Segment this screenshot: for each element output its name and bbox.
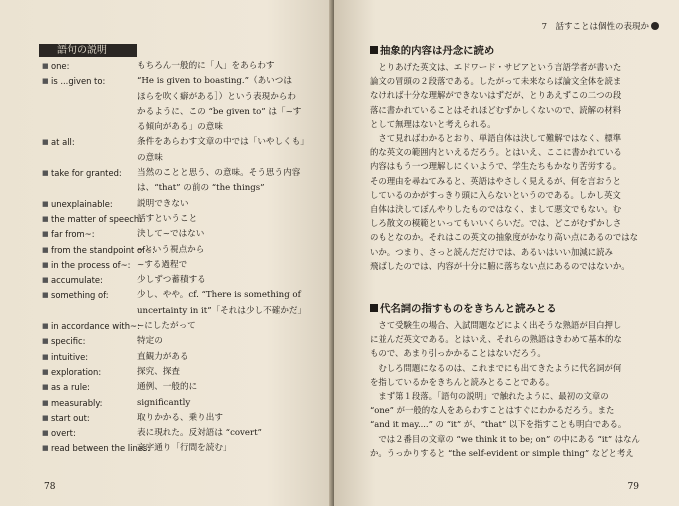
right-page (334, 0, 679, 506)
running-header-text: 7 話すことは個性の表現か (541, 22, 649, 32)
glossary-definition: 少しずつ蓄積する (137, 275, 206, 286)
glossary-list (42, 59, 328, 457)
paragraph: まず第１段落。「語句の説明」で触れたように、最初の文章の “one” が一般的な人をあらわすことはすぐにわかるだろう。また “and it may....” の “it” が、“that” 以下を指すことも明白である。 (370, 391, 627, 430)
glossary-term: as a rule: (51, 382, 91, 393)
square-bullet-icon: ■ (42, 337, 49, 346)
square-bullet-icon: ■ (42, 367, 49, 376)
glossary-definition: 取りかかる、乗り出す (137, 412, 223, 423)
glossary-term: intuitive: (51, 351, 89, 362)
glossary-definition: “He is given to boasting.”（あいつは ほらを吹く癖がある］）という表現からわ かるように、この “be given to” は「~す る傾向がある」の意味 (137, 76, 302, 133)
square-bullet-icon (370, 304, 378, 312)
glossary-definition: ~する過程で (137, 259, 188, 270)
paragraph: さて見ればわかるとおり、単語自体は決して難解ではなく、標準 的な英文の範囲内といえるだろう。とはいえ、ここに書かれている 内容はもう一つ理解しにくいようで、学生たちもかなり苦労する。 その理由を尋ねてみると、英語はやさしく見えるが、何を言おうと しているのかがすっきり頭に入らないというのである。しかし英文 自体は決してぼんやりしたものではなく、まして悪文でもない。む しろ散文の模範といってもいいくらいだ。では、どこがむずかしさ のもとなのか。それはこの英文の抽象度がかなり高い点にあるのではな いか。つまり、さっと読んだだけでは、あるいはいい加減に読み 飛ばしたのでは、内容が十分に腑に落ちない点にあるのではないか。 (370, 133, 638, 271)
glossary-entry (42, 396, 328, 411)
paragraph: さて受験生の場合、入試問題などによく出そうな熟語が目白押し に並んだ英文である。とはいえ、それらの熟語はきわめて基本的な もので、あまり引っかかることはないだろう。 (370, 320, 622, 359)
square-bullet-icon: ■ (42, 138, 49, 147)
glossary-term: at all: (51, 137, 75, 148)
square-bullet-icon: ■ (42, 352, 49, 361)
glossary-definition: significantly (137, 397, 191, 408)
square-bullet-icon (370, 46, 378, 54)
paragraph: では２番目の文章の “we think it to be; on” の中にある “it” はなん か。うっかりすると “the self-evident or simple thing” などと考え (370, 433, 640, 458)
glossary-term: specific: (51, 336, 86, 347)
left-page (0, 0, 334, 506)
glossary-term: from the standpoint of~: (51, 244, 155, 255)
section-title-text: 代名詞の指すものをきちんと読みとる (380, 303, 557, 315)
glossary-entry (42, 258, 328, 273)
glossary-term: something of: (51, 290, 109, 301)
square-bullet-icon: ■ (42, 398, 49, 407)
section-title-text: 抽象的内容は丹念に読め (380, 45, 495, 57)
running-header (542, 20, 659, 32)
paragraph: むしろ問題になるのは、これまでにも出てきたように代名詞が何 を指しているかをきちんと読みとることである。 (370, 362, 622, 387)
section-pronoun-reference (370, 302, 660, 460)
glossary-term: exploration: (51, 366, 102, 377)
glossary-term: the matter of speech: (51, 213, 142, 224)
square-bullet-icon: ■ (42, 383, 49, 392)
glossary-entry (42, 243, 328, 258)
glossary-definition: 通例、一般的に (137, 382, 198, 393)
bullet-dot-icon (651, 22, 659, 30)
page-number-left: 78 (44, 482, 56, 492)
glossary-entry (42, 273, 328, 288)
glossary-entry (42, 365, 328, 380)
glossary-entry (42, 319, 328, 334)
glossary-entry (42, 441, 328, 456)
glossary-term: unexplainable: (51, 198, 113, 209)
glossary-definition: 決して~ではない (137, 229, 205, 240)
page-number-right: 79 (627, 482, 639, 492)
glossary-term: measurably: (51, 397, 103, 408)
glossary-term: in the process of~: (51, 259, 131, 270)
section-title (370, 44, 660, 58)
glossary-entry (42, 350, 328, 365)
square-bullet-icon: ■ (42, 322, 49, 331)
glossary-heading: 語句の説明 (39, 44, 137, 57)
square-bullet-icon: ■ (42, 245, 49, 254)
glossary-entry (42, 74, 328, 135)
square-bullet-icon: ■ (42, 77, 49, 86)
glossary-entry (42, 197, 328, 212)
glossary-definition: 話すということ (137, 213, 198, 224)
square-bullet-icon: ■ (42, 444, 49, 453)
square-bullet-icon: ■ (42, 199, 49, 208)
glossary-definition: 特定の (137, 336, 163, 347)
glossary-entry (42, 166, 328, 197)
glossary-term: is ...given to: (51, 76, 106, 87)
glossary-definition: ~という視点から (137, 244, 205, 255)
glossary-entry (42, 288, 328, 319)
glossary-term: accumulate: (51, 275, 103, 286)
glossary-definition: 文字通り「行間を読む」 (137, 443, 232, 454)
glossary-definition: 表に現れた。反対語は “covert” (137, 428, 262, 439)
glossary-definition: 当然のことと思う、の意味。そう思う内容 は、“that” の前の “the things” (137, 168, 301, 194)
paragraph: とりあげた英文は、エドワード・サピアという言語学者が書いた 論文の冒頭の２段落である。したがって未来ならば論文全体を読ま なければ十分な理解ができないはずだが、とりあえずこの二つの段 落に書かれていることはそれほどむずかしくないので、読解の材料 として無理はないと考えられる。 (370, 62, 622, 129)
glossary-term: in accordance with~: (51, 321, 140, 332)
square-bullet-icon: ■ (42, 276, 49, 285)
square-bullet-icon: ■ (42, 260, 49, 269)
glossary-entry (42, 227, 328, 242)
square-bullet-icon: ■ (42, 429, 49, 438)
glossary-definition: ~にしたがって (137, 321, 196, 332)
square-bullet-icon: ■ (42, 291, 49, 300)
glossary-term: far from~: (51, 229, 95, 240)
square-bullet-icon: ■ (42, 169, 49, 178)
section-title (370, 302, 660, 316)
glossary-term: take for granted: (51, 168, 122, 179)
glossary-entry (42, 59, 328, 74)
glossary-definition: 条件をあらわす文章の中では「いやしくも」 の意味 (137, 137, 309, 163)
glossary-term: one: (51, 61, 70, 71)
glossary-entry (42, 212, 328, 227)
square-bullet-icon: ■ (42, 62, 49, 70)
glossary-definition: 説明できない (137, 198, 189, 209)
square-bullet-icon: ■ (42, 214, 49, 223)
section-abstract-content (370, 44, 660, 273)
glossary-definition: 少し、やや。cf. “There is something of uncertainty in it”「それは少し不確かだ」 (137, 290, 307, 316)
square-bullet-icon: ■ (42, 413, 49, 422)
glossary-term: overt: (51, 428, 76, 439)
glossary-term: read between the lines: (51, 443, 151, 454)
glossary-entry (42, 411, 328, 426)
glossary-definition: もちろん一般的に「人」をあらわす (137, 61, 275, 71)
glossary-entry (42, 380, 328, 395)
glossary-entry (42, 334, 328, 349)
glossary-definition: 探究、探査 (137, 366, 180, 377)
glossary-entry (42, 426, 328, 441)
glossary-entry (42, 135, 328, 166)
square-bullet-icon: ■ (42, 230, 49, 239)
glossary-definition: 直観力がある (137, 351, 189, 362)
glossary-term: start out: (51, 412, 90, 423)
